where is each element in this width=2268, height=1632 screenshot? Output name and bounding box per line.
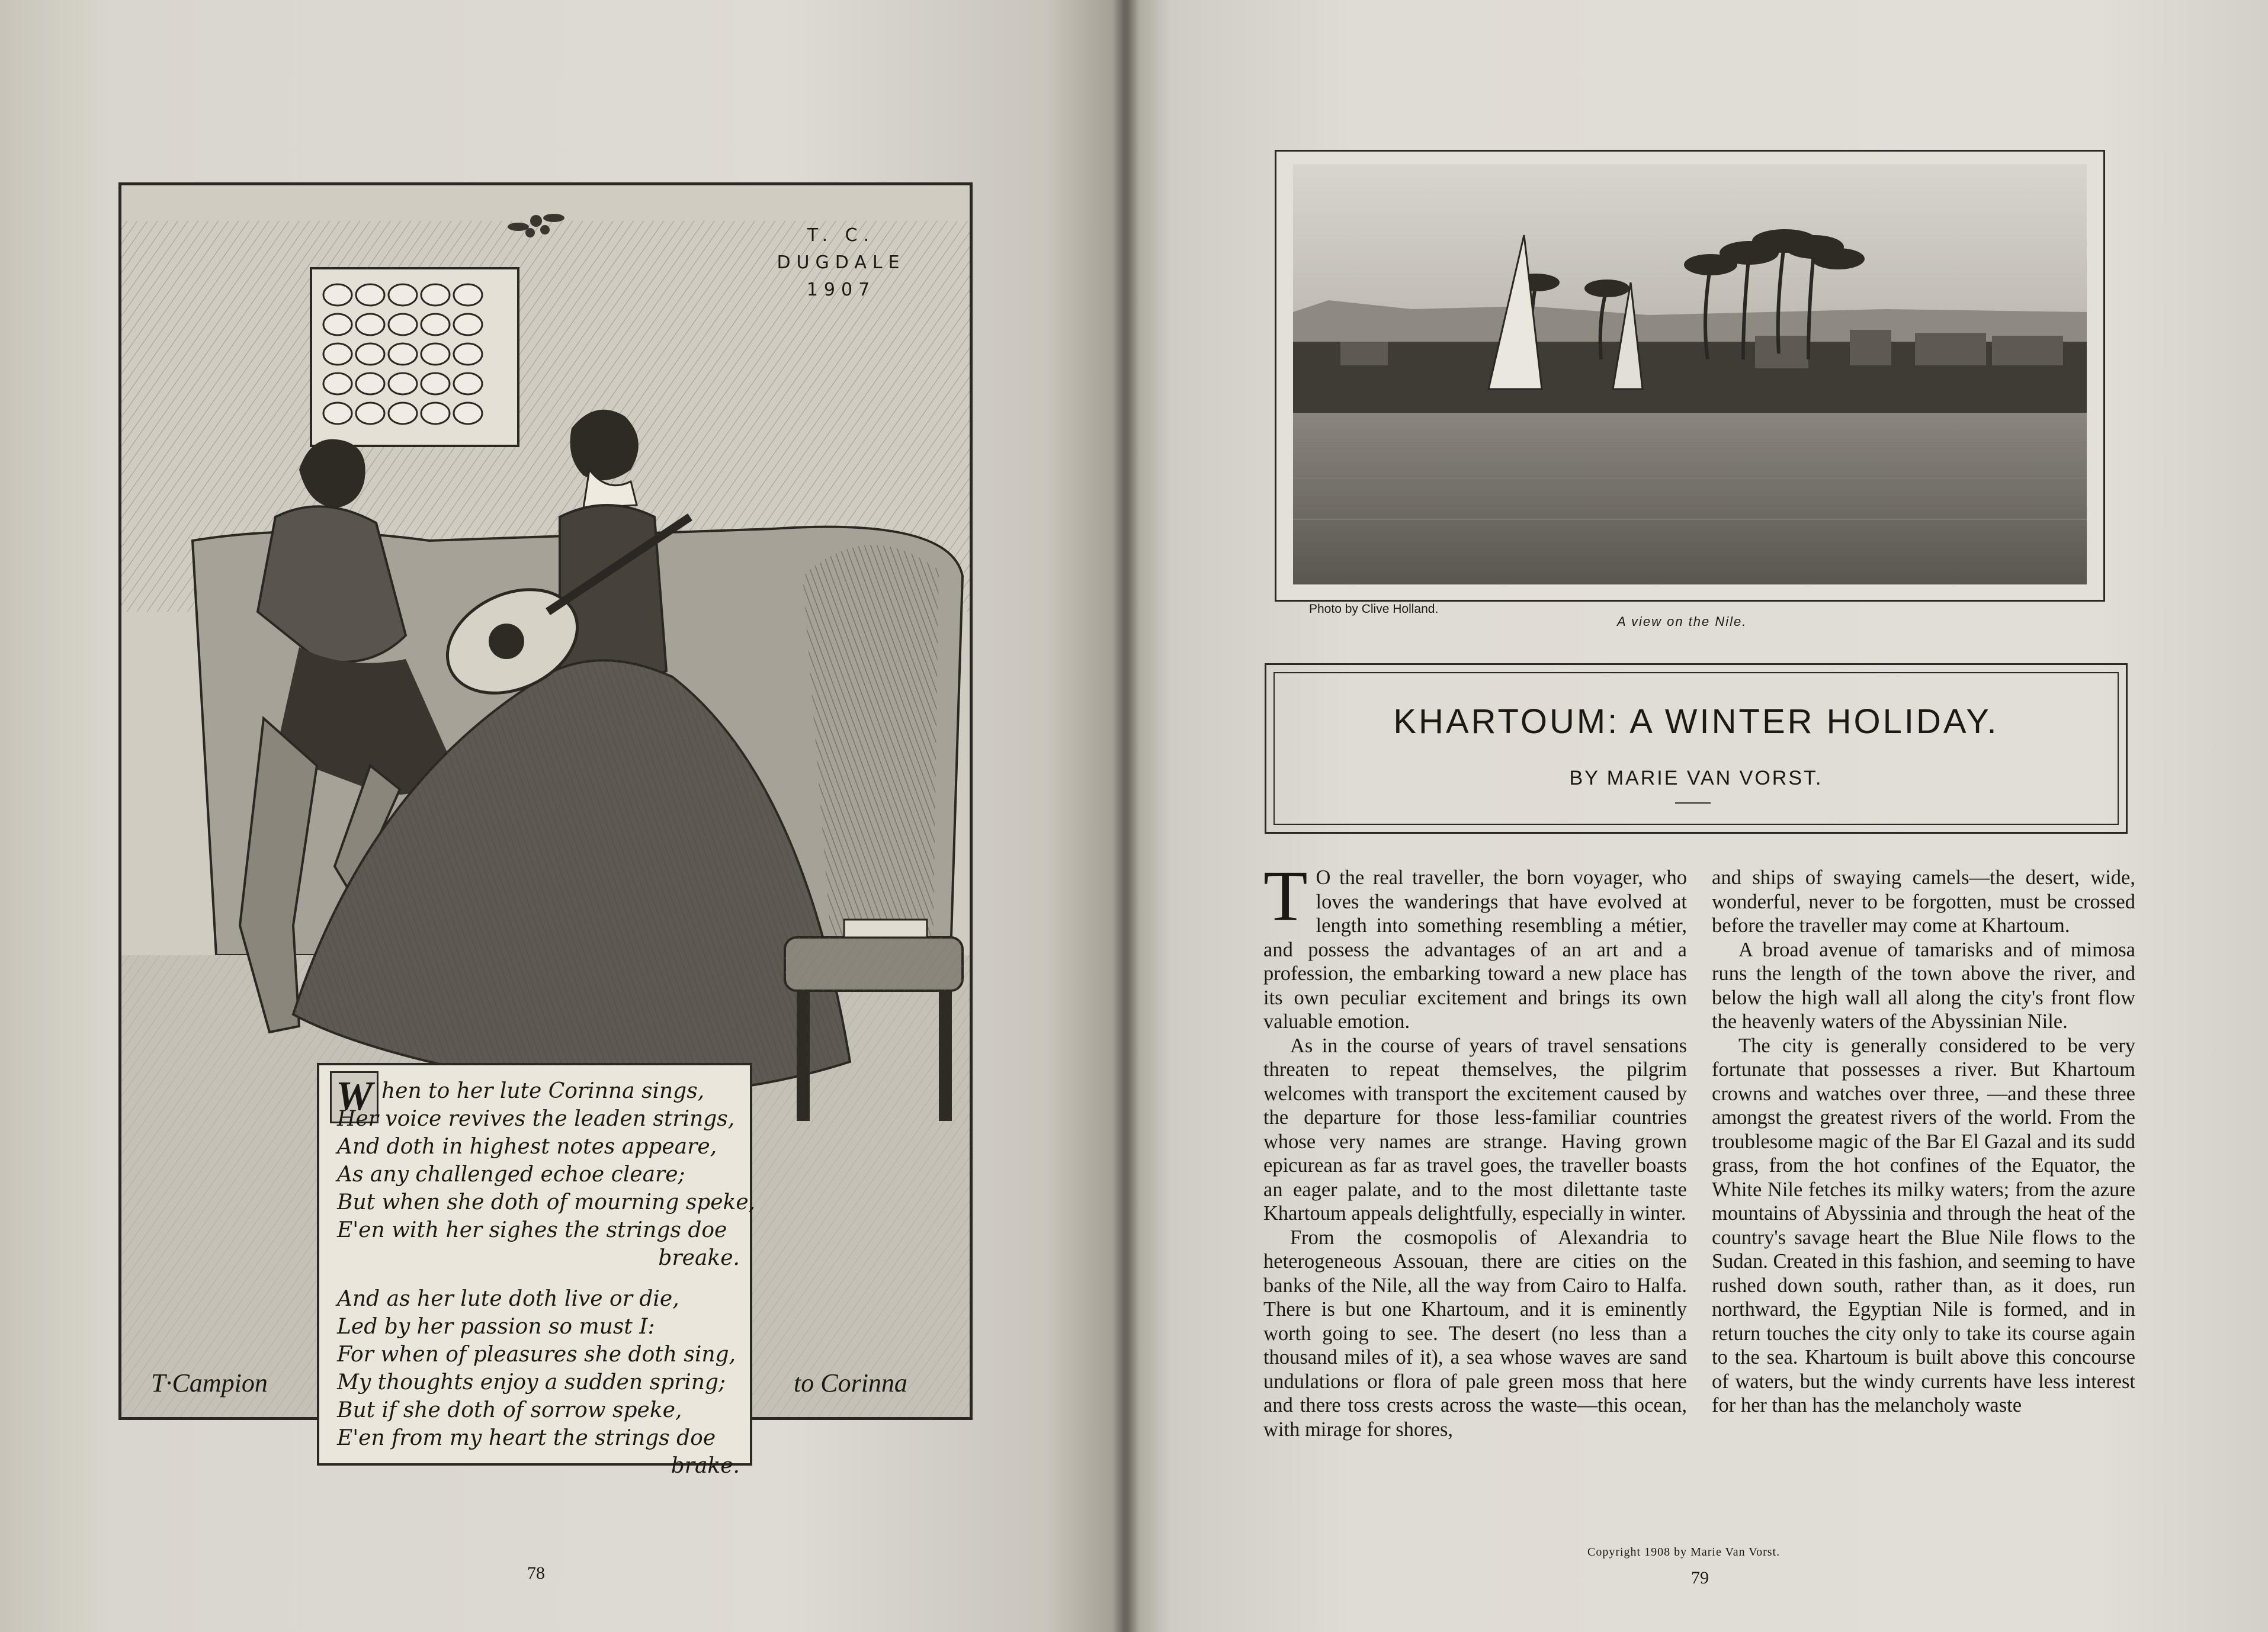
poem-text — [337, 1077, 756, 1480]
poem-line: Led by her passion so must I: — [337, 1315, 655, 1339]
copyright-notice: Copyright 1908 by Marie Van Vorst. — [1587, 1546, 1781, 1559]
drop-cap: T — [1263, 856, 1308, 936]
paragraph: and ships of swaying camels—the desert, wide, wonderful, never to be forgotten, must be crossed before the traveller may come at Khartoum. — [1712, 866, 2135, 937]
article-column-1 — [1263, 856, 1687, 1441]
paragraph: A broad avenue of tamarisks and of mimosa runs the length of the town above the river, and below the high wall all along the city's front flow the heavenly waters of the Abyssinian Nile. — [1712, 938, 2135, 1033]
poem-line: My thoughts enjoy a sudden spring; — [337, 1370, 726, 1395]
article-title: KHARTOUM: A WINTER HOLIDAY. — [1393, 702, 1999, 741]
signature-name: T. C. DUGDALE — [777, 225, 906, 273]
page-number: 78 — [527, 1563, 545, 1583]
artist-signature — [764, 222, 918, 304]
paragraph: As in the course of years of travel sensations threaten to repeat themselves, the pilgrim welcomes with transport the excitement caused by the departure for those less-familiar countries whose very names are strange. Having grown epicurean as far as travel goes, the traveller boasts an eager palate, and to the most dilettante taste Khartoum appeals delightfully, especially in winter. — [1263, 1034, 1687, 1225]
title-box — [1265, 663, 2128, 834]
signature-year: 1907 — [806, 280, 876, 300]
poem-scroll — [317, 1063, 756, 1478]
page-number: 79 — [1691, 1568, 1709, 1588]
article-byline: BY MARIE VAN VORST. — [1569, 767, 1823, 789]
photo-credit: Photo by Clive Holland. — [1309, 602, 1439, 616]
paragraph: The city is generally considered to be very fortunate that possesses a river. But Khartoum crowns and watches over three, —and these three amongst the greatest rivers of the world. From the troublesome magic of the Bar El Gazal and its sudd grass, from the hot confines of the Equator, the White Nile fetches its milky waters; from the azure mountains of Abyssinia and through the heat of the country's savage heart the Blue Nile flows to the Sudan. Created in this fashion, and seeming to have rushed down south, rather than, as it does, run northward, the Egyptian Nile is formed, and in return touches the city only to take its course again to the sea. Khartoum is built above this concourse of waters, but the windy currents have less interest for her than has the melancholy waste — [1712, 1034, 2135, 1416]
stanza-break — [337, 1272, 746, 1285]
photo-caption: A view on the Nile. — [1617, 614, 1747, 629]
poem-line: breake. — [658, 1246, 740, 1270]
poem-line: E'en from my heart the strings doe — [337, 1426, 716, 1450]
poem-line: Her voice revives the leaden strings, — [337, 1107, 735, 1131]
left-page — [0, 0, 1125, 1632]
poem-line: But if she doth of sorrow speke, — [337, 1398, 682, 1422]
poem-line: E'en with her sighes the strings doe — [337, 1218, 727, 1242]
byline-rule — [1675, 802, 1711, 804]
paragraph-text: O the real traveller, the born voyager, who loves the wanderings that have evolved at length into something resembling a métier, and possess the advantages of an art and a profession, the embarking toward a new place has its own peculiar excitement and brings its own valuable emotion. — [1263, 866, 1687, 1033]
nile-photo-image — [1293, 164, 2087, 584]
book-gutter — [1112, 0, 1140, 1632]
poem-line: hen to her lute Corinna sings, — [381, 1079, 705, 1103]
illustration-caption-author: T·Campion — [151, 1368, 268, 1398]
poem-line: For when of pleasures she doth sing, — [337, 1342, 736, 1367]
illustration-caption-title: to Corinna — [794, 1368, 907, 1398]
poem-line: brake. — [671, 1454, 740, 1478]
photo-frame — [1275, 150, 2105, 602]
paragraph: From the cosmopolis of Alexandria to heterogeneous Assouan, there are cities on the banks of the Nile, all the way from Cairo to Halfa. There is but one Khartoum, and it is eminently worth going to see. The desert (no less than a thousand miles of it), a sea whose waves are sand undulations or flora of pale green moss that here and there toss crests across the waste—this ocean, with mirage for shores, — [1263, 1226, 1687, 1441]
poem-line: And as her lute doth live or die, — [337, 1287, 679, 1311]
poem-line: And doth in highest notes appeare, — [337, 1135, 717, 1159]
paragraph — [1263, 856, 1687, 1034]
poem-initial: W — [330, 1071, 378, 1123]
article-column-2 — [1712, 866, 2135, 1418]
nile-photo — [1293, 164, 2087, 584]
poem-line: But when she doth of mourning speke, — [337, 1190, 756, 1215]
poem-line: As any challenged echoe cleare; — [337, 1162, 685, 1187]
